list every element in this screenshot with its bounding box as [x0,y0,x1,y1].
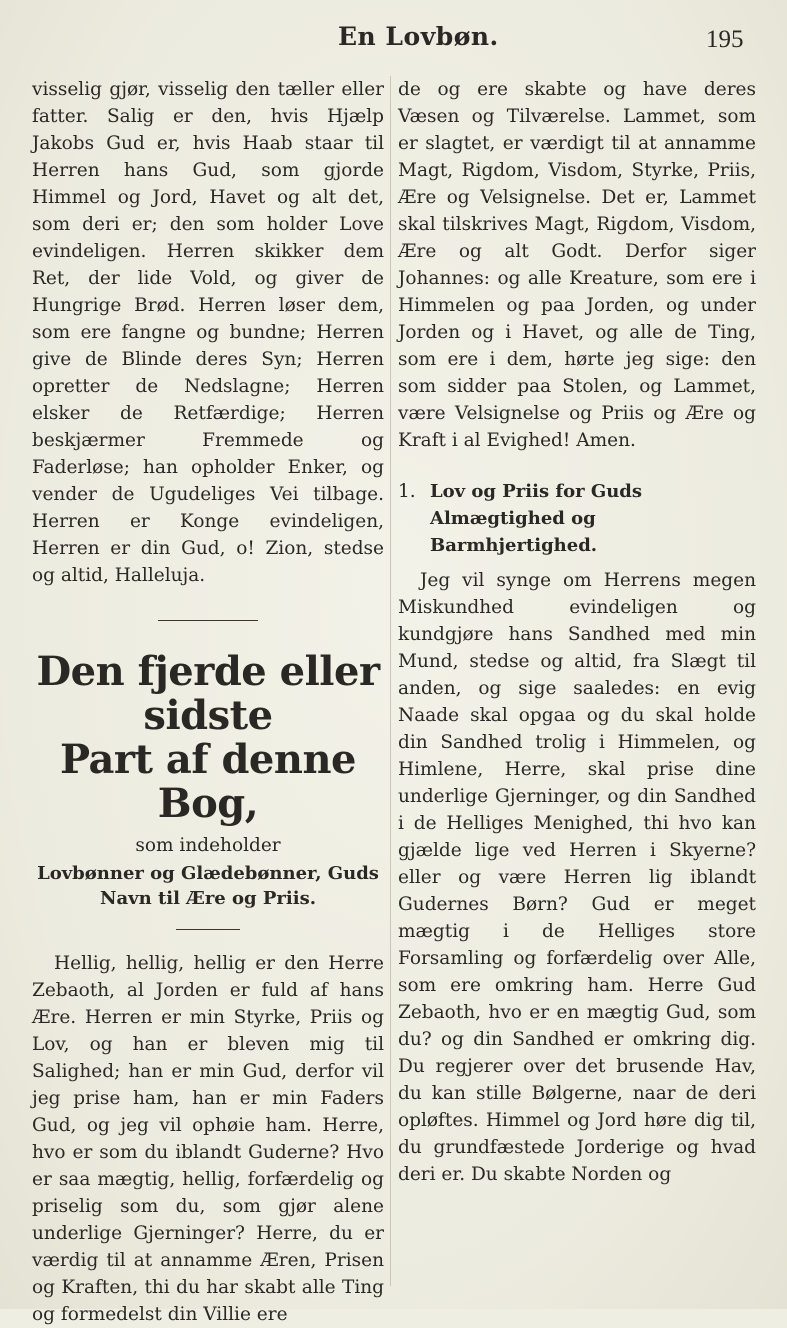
part-heading-line-1: Lovbønner og Glædebønner, Guds [37,863,379,884]
continuation-text: de og ere skabte og have deres Væsen og Tilværelse. Lammet, som er slagtet, er værdigt til at annamme Magt, Rigdom, Visdom, Styrke, Priis, Ære og Velsignelse. Det er, Lammet skal tilskrives Magt, Rigdom, Visdom, Ære og alt Godt. Derfor siger Johannes: og alle Kreature, som ere i Himmelen og paa Jorden, og under Jorden og i Havet, og alle de Ting, som ere i dem, hørte jeg sige: den som sidder paa Stolen, og Lammet, være Velsignelse og Priis og Ære og Kraft i al Evighed! Amen. [398,79,756,451]
section-number: 1. [398,481,416,502]
hymn-text: Hellig, hellig, hellig er den Herre Zebaoth, al Jorden er fuld af hans Ære. Herren er min Styrke, Priis og Lov, og han er bleven mig til Salighed; han er min Gud, derfor vil jeg prise ham, han er min Faders Gud, og jeg vil ophøie ham. Herre, hvo er som du iblandt Guderne? Hvo er saa mægtig, hellig, forfærdelig og priselig som du, som gjør alene underlige Gjerninger? Herre, du er værdig til at annamme Æren, Prisen og Kraften, thi du har skabt alle Ting og formedelst din Villie ere [32,953,384,1325]
page-number: 195 [706,26,744,53]
heading-rule [176,929,240,930]
section-title: Lov og Priis for Guds Almægtighed og Barmhjertighed. [430,481,643,556]
part-title-line-1: Den fjerde eller sidste [36,648,380,739]
page-header [0,18,787,58]
section-text: Jeg vil synge om Herrens megen Miskundhed evindeligen og kundgjøre hans Sandhed med min Mund, stedse og altid, fra Slægt til anden, og sige saaledes: en evig Naade skal opgaa og du skal holde din Sandhed trolig i Himmelen, og Himlene, Herre, skal prise dine underlige Gjerninger, og din Sandhed i de Helliges Menighed, thi hvo kan gjælde lige ved Herren i Skyerne? eller og være Herren lig iblandt Gudernes Børn? Gud er meget mægtig i de Helliges store Forsamling og forfærdelig over Alle, som ere omkring ham. Herre Gud Zebaoth, hvo er en mægtig Gud, som du? og din Sandhed er omkring dig. Du regjerer over det brusende Hav, du kan stille Bølgerne, naar de deri opløftes. Himmel og Jord høre dig til, du grundfæstede Jorderige og hvad deri er. Du skabte Norden og [398,570,756,1185]
part-subtitle: som indeholder [135,835,281,856]
section-heading [398,478,756,559]
part-heading [32,861,384,911]
right-column [398,76,756,1188]
part-heading-line-2: Navn til Ære og Priis. [100,888,316,909]
section-divider-rule [158,620,258,621]
part-title-line-2: Part af denne Bog, [60,736,356,827]
opening-psalm-text: visselig gjør, visselig den tæller eller fatter. Salig er den, hvis Hjælp Jakobs Gud er, hvis Haab staar til Herren hans Gud, som gjorde Himmel og Jord, Havet og alt det, som deri er; den som holder Love evindeligen. Herren skikker dem Ret, der lide Vold, og giver de Hungrige Brød. Herren løser dem, som ere fangne og bundne; Herren give de Blinde deres Syn; Herren opretter de Nedslagne; Herren elsker de Retfærdige; Herren beskjærmer Fremmede og Faderløse; han opholder Enker, og vender de Ugudeliges Vei tilbage. Herren er Konge evindeligen, Herren er din Gud, o! Zion, stedse og altid, Halleluja. [32,79,384,586]
running-head: En Lovbøn. [338,22,499,51]
column-divider [390,76,391,1286]
part-title [32,650,384,826]
left-column [32,76,384,1328]
